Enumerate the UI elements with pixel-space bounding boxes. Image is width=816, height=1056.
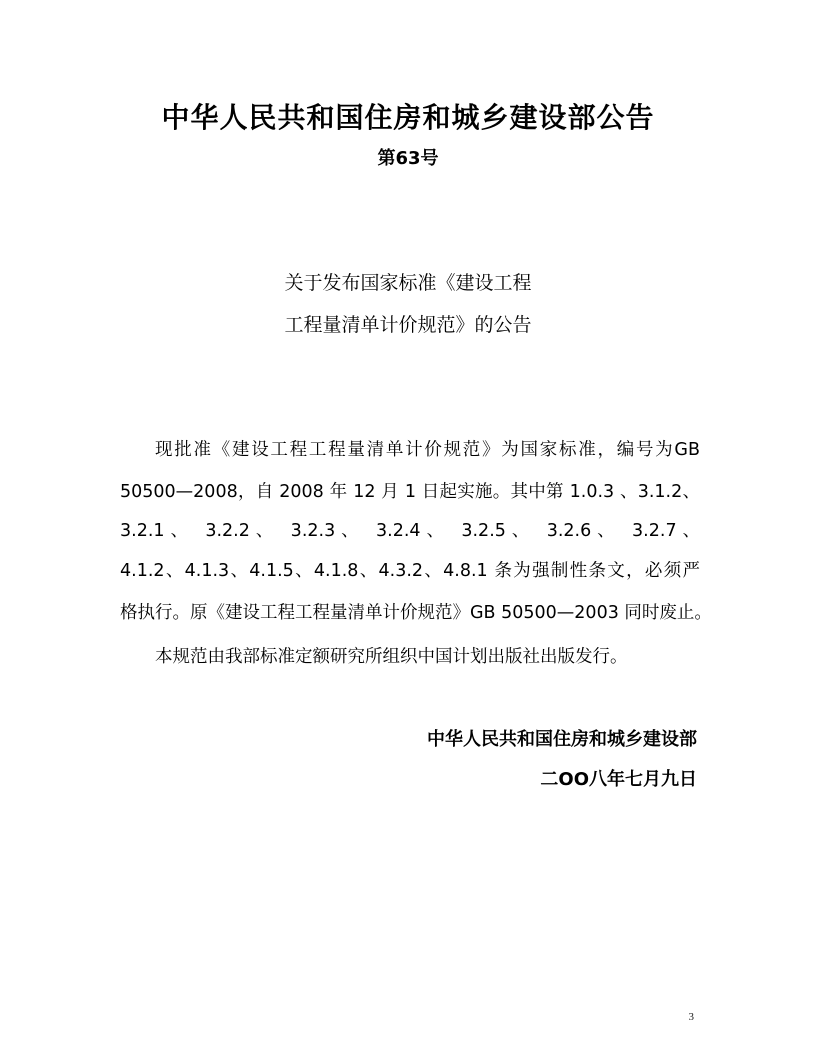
- announcement-subtitle-line-1: 关于发布国家标准《建设工程: [284, 272, 532, 294]
- body-paragraph-1-line-1: 现批准《建设工程工程量清单计价规范》为国家标准，编号为GB: [155, 440, 700, 460]
- body-paragraph-1-line-3: 3.2.1、 3.2.2、 3.2.3、 3.2.4、 3.2.5、 3.2.6、 3.2.7、: [120, 521, 700, 541]
- page-number: 3: [688, 1011, 694, 1023]
- announcement-subtitle-line-2: 工程量清单计价规范》的公告: [284, 314, 532, 336]
- body-paragraph-1-line-5: 格执行。原《建设工程工程量清单计价规范》GB 50500—2003 同时废止。: [120, 603, 712, 623]
- body-paragraph-1-line-4: 4.1.2、4.1.3、4.1.5、4.1.8、4.3.2、4.8.1 条为强制性条文，必须严: [120, 561, 700, 581]
- body-paragraph-1-line-2: 50500—2008，自 2008 年 12 月 1 日起实施。其中第 1.0.3 、3.1.2、: [120, 482, 700, 502]
- issue-number: 第63号: [377, 148, 439, 169]
- issuing-authority-signature: 中华人民共和国住房和城乡建设部: [427, 729, 697, 750]
- issue-date: 二OO八年七月九日: [540, 769, 697, 790]
- document-title: 中华人民共和国住房和城乡建设部公告: [161, 101, 655, 134]
- body-paragraph-2: 本规范由我部标准定额研究所组织中国计划出版社出版发行。: [155, 647, 628, 667]
